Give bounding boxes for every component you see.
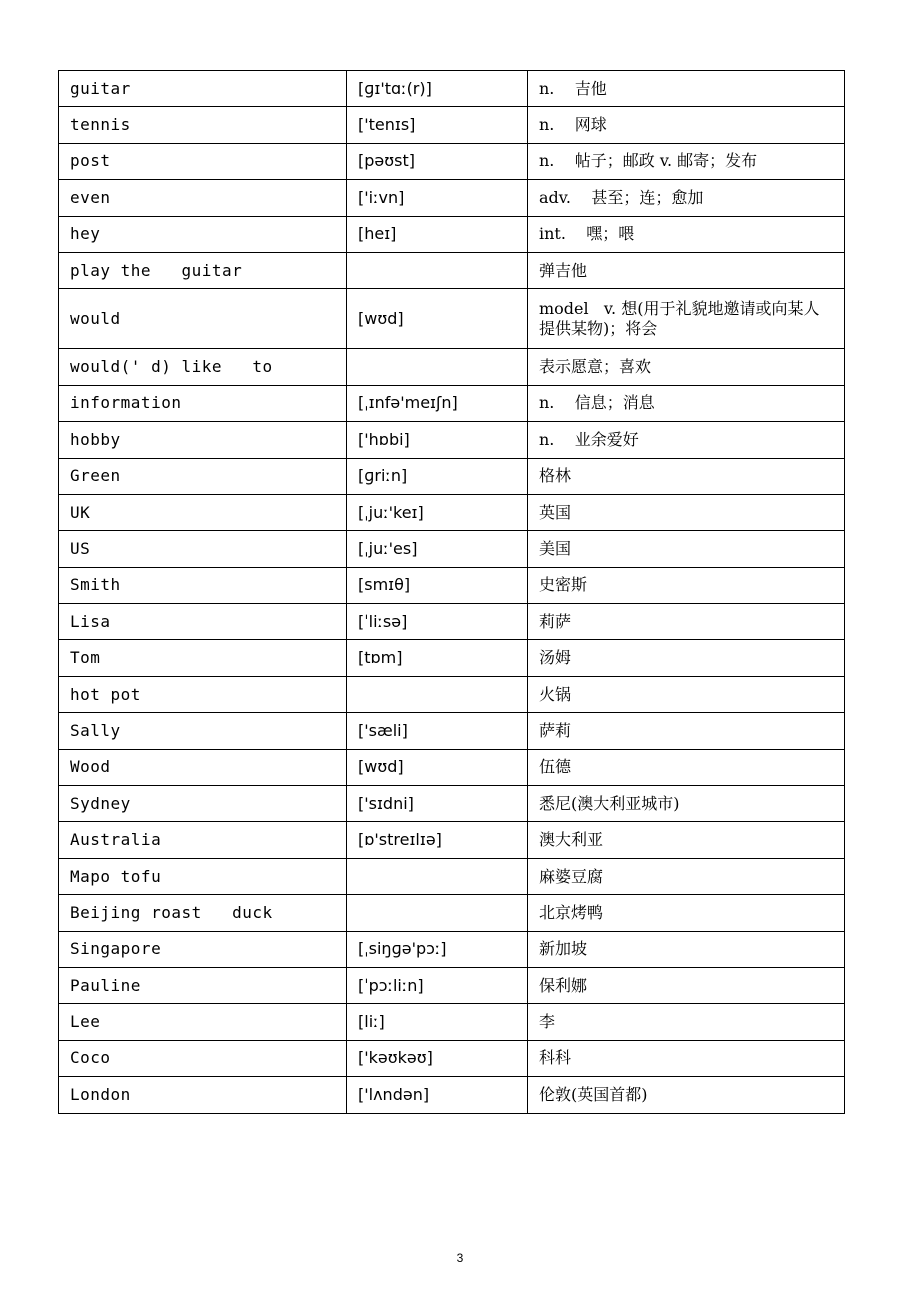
table-row	[59, 494, 845, 530]
meaning-cell: 伦敦(英国首都)	[528, 1077, 845, 1113]
table-row	[59, 895, 845, 931]
meaning-cell: 英国	[528, 494, 845, 530]
page-number: 3	[456, 1251, 464, 1265]
meaning-cell: n. 帖子；邮政 v. 邮寄；发布	[528, 143, 845, 179]
phonetic-cell: [liː]	[347, 1004, 528, 1040]
word-cell: Coco	[59, 1040, 347, 1076]
word-cell: information	[59, 385, 347, 421]
meaning-cell: 麻婆豆腐	[528, 858, 845, 894]
word-cell: Singapore	[59, 931, 347, 967]
word-cell: play the guitar	[59, 252, 347, 288]
word-cell: Tom	[59, 640, 347, 676]
table-row	[59, 1040, 845, 1076]
phonetic-cell: ['sæli]	[347, 713, 528, 749]
table-row	[59, 422, 845, 458]
word-cell: Mapo tofu	[59, 858, 347, 894]
meaning-cell: 火锅	[528, 676, 845, 712]
table-row	[59, 640, 845, 676]
word-cell: hot pot	[59, 676, 347, 712]
phonetic-cell	[347, 895, 528, 931]
meaning-cell: adv. 甚至；连；愈加	[528, 180, 845, 216]
phonetic-cell: [ɒ'streɪlɪə]	[347, 822, 528, 858]
word-cell: hobby	[59, 422, 347, 458]
word-cell: guitar	[59, 71, 347, 107]
table-row	[59, 967, 845, 1003]
meaning-cell: 新加坡	[528, 931, 845, 967]
word-cell: would	[59, 289, 347, 349]
meaning-cell: 北京烤鸭	[528, 895, 845, 931]
phonetic-cell: [ˌɪnfə'meɪʃn]	[347, 385, 528, 421]
vocabulary-table-body	[59, 71, 845, 1114]
phonetic-cell: [wʊd]	[347, 289, 528, 349]
table-row	[59, 349, 845, 385]
word-cell: Sydney	[59, 786, 347, 822]
word-cell: Australia	[59, 822, 347, 858]
table-row	[59, 749, 845, 785]
word-cell: would(' d) like to	[59, 349, 347, 385]
phonetic-cell: [ˈliːsə]	[347, 604, 528, 640]
word-cell: Green	[59, 458, 347, 494]
table-row	[59, 786, 845, 822]
phonetic-cell: [ɡriːn]	[347, 458, 528, 494]
table-row	[59, 822, 845, 858]
table-row	[59, 143, 845, 179]
table-row	[59, 252, 845, 288]
meaning-cell: model v. 想(用于礼貌地邀请或向某人提供某物)；将会	[528, 289, 845, 349]
table-row	[59, 458, 845, 494]
phonetic-cell: [pəʊst]	[347, 143, 528, 179]
meaning-cell: 李	[528, 1004, 845, 1040]
phonetic-cell: ['sɪdni]	[347, 786, 528, 822]
table-row	[59, 216, 845, 252]
phonetic-cell: [ˌjuː'keɪ]	[347, 494, 528, 530]
word-cell: tennis	[59, 107, 347, 143]
word-cell: Pauline	[59, 967, 347, 1003]
meaning-cell: n. 网球	[528, 107, 845, 143]
word-cell: UK	[59, 494, 347, 530]
meaning-cell: 伍德	[528, 749, 845, 785]
table-row	[59, 107, 845, 143]
phonetic-cell	[347, 858, 528, 894]
table-row	[59, 858, 845, 894]
meaning-cell: 保利娜	[528, 967, 845, 1003]
word-cell: Smith	[59, 567, 347, 603]
word-cell: Lee	[59, 1004, 347, 1040]
table-row	[59, 1004, 845, 1040]
phonetic-cell: ['lʌndən]	[347, 1077, 528, 1113]
meaning-cell: 格林	[528, 458, 845, 494]
phonetic-cell: ['tenɪs]	[347, 107, 528, 143]
phonetic-cell	[347, 349, 528, 385]
meaning-cell: 萨莉	[528, 713, 845, 749]
phonetic-cell: [wʊd]	[347, 749, 528, 785]
meaning-cell: n. 业余爱好	[528, 422, 845, 458]
phonetic-cell: [ˌjuː'es]	[347, 531, 528, 567]
meaning-cell: 美国	[528, 531, 845, 567]
word-cell: US	[59, 531, 347, 567]
table-row	[59, 71, 845, 107]
phonetic-cell: [ˌsiŋɡə'pɔː]	[347, 931, 528, 967]
table-row	[59, 531, 845, 567]
word-cell: post	[59, 143, 347, 179]
phonetic-cell: [ˈpɔːliːn]	[347, 967, 528, 1003]
word-cell: Sally	[59, 713, 347, 749]
table-row	[59, 1077, 845, 1113]
phonetic-cell	[347, 252, 528, 288]
word-cell: Wood	[59, 749, 347, 785]
meaning-cell: 澳大利亚	[528, 822, 845, 858]
meaning-cell: 汤姆	[528, 640, 845, 676]
phonetic-cell: ['hɒbi]	[347, 422, 528, 458]
table-row	[59, 676, 845, 712]
phonetic-cell: ['kəʊkəʊ]	[347, 1040, 528, 1076]
meaning-cell: 史密斯	[528, 567, 845, 603]
word-cell: London	[59, 1077, 347, 1113]
meaning-cell: n. 吉他	[528, 71, 845, 107]
word-cell: Beijing roast duck	[59, 895, 347, 931]
phonetic-cell: [smɪθ]	[347, 567, 528, 603]
word-cell: Lisa	[59, 604, 347, 640]
table-row	[59, 931, 845, 967]
phonetic-cell: [ɡɪ'tɑː(r)]	[347, 71, 528, 107]
meaning-cell: 表示愿意；喜欢	[528, 349, 845, 385]
meaning-cell: 莉萨	[528, 604, 845, 640]
word-cell: even	[59, 180, 347, 216]
phonetic-cell	[347, 676, 528, 712]
table-row	[59, 604, 845, 640]
word-cell: hey	[59, 216, 347, 252]
table-row	[59, 567, 845, 603]
table-row	[59, 713, 845, 749]
meaning-cell: 悉尼(澳大利亚城市)	[528, 786, 845, 822]
table-row	[59, 180, 845, 216]
phonetic-cell: ['iːvn]	[347, 180, 528, 216]
meaning-cell: 弹吉他	[528, 252, 845, 288]
table-row	[59, 289, 845, 349]
phonetic-cell: [heɪ]	[347, 216, 528, 252]
table-row	[59, 385, 845, 421]
meaning-cell: 科科	[528, 1040, 845, 1076]
vocabulary-table	[58, 70, 845, 1114]
meaning-cell: n. 信息；消息	[528, 385, 845, 421]
meaning-cell: int. 嘿；喂	[528, 216, 845, 252]
phonetic-cell: [tɒm]	[347, 640, 528, 676]
